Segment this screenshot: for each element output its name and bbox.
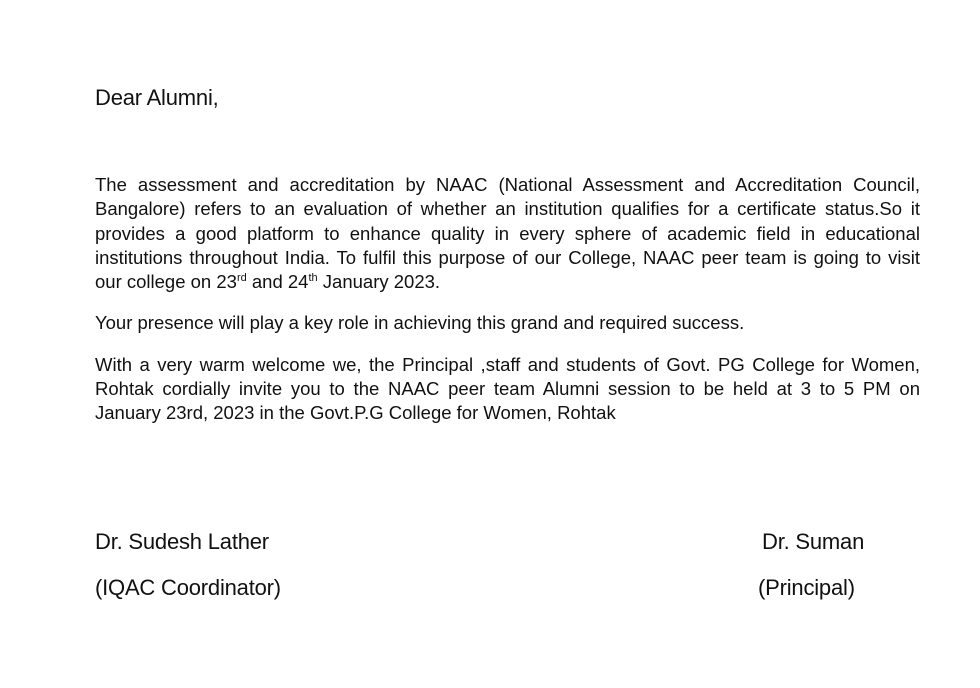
paragraph-naac-intro	[95, 173, 920, 294]
signatory-left-name: Dr. Sudesh Lather	[95, 529, 269, 554]
salutation: Dear Alumni,	[95, 85, 219, 110]
paragraph-naac-intro-mid: and 24	[246, 271, 309, 293]
paragraph-naac-intro-end: January 2023.	[317, 271, 441, 293]
signatory-right-role: (Principal)	[758, 575, 855, 600]
signatory-left-role: (IQAC Coordinator)	[95, 575, 281, 600]
signatory-right-name: Dr. Suman	[762, 529, 865, 554]
ordinal-th: th	[308, 272, 318, 285]
letter-body	[95, 173, 920, 426]
paragraph-naac-intro-text: The assessment and accreditation by NAAC (National Assessment and Accreditation Council, Bangalore) refers to an evaluation of whether an institution qualifies for a certificate status.So it provides a good platform to enhance quality in every sphere of academic field in educational institutions throughout India. To fulfil this purpose of our College, NAAC peer team is going to visit our college on 23	[95, 174, 920, 293]
paragraph-presence: Your presence will play a key role in achieving this grand and required success.	[95, 312, 745, 334]
letter-page	[95, 0, 920, 688]
ordinal-rd: rd	[236, 272, 247, 285]
paragraph-invitation: With a very warm welcome we, the Principal ,staff and students of Govt. PG College for Women, Rohtak cordially invite you to the NAAC peer team Alumni session to be held at 3 to 5 PM on January 23rd, 2023 in the Govt.P.G College for Women, Rohtak	[95, 353, 920, 424]
